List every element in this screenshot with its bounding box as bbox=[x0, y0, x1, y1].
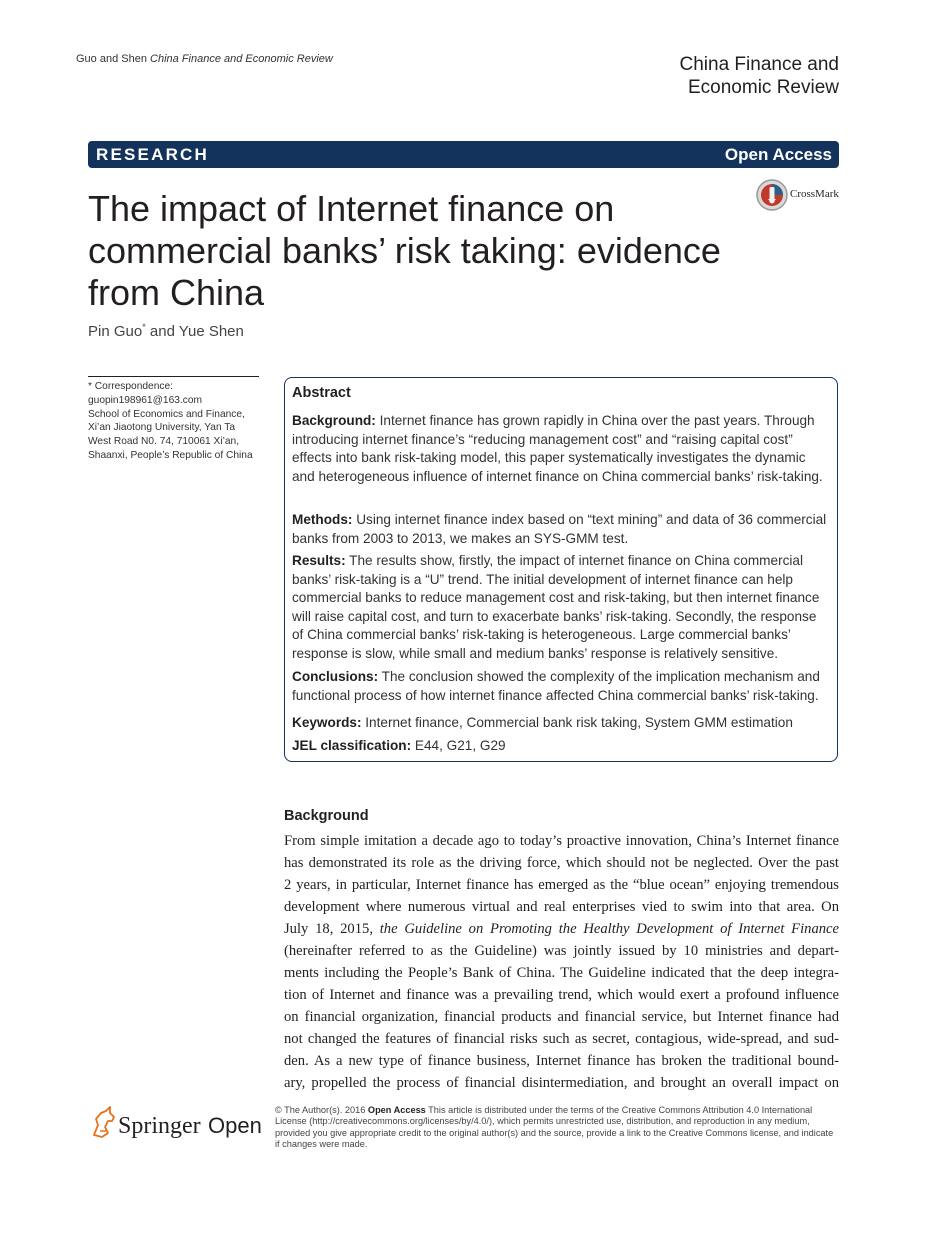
body-line-with-italic bbox=[284, 918, 839, 940]
springer-horse-icon bbox=[88, 1103, 263, 1143]
abstract-methods-label: Methods: bbox=[292, 512, 353, 527]
abstract-background-text: Internet finance has grown rapidly in China over the past years. Through introducing internet finance’s “reducing management cost” and “raising capital cost” effects into bank risk-taking model, this paper systematically investigates the dynamic and heterogeneous influence of internet finance on China commercial banks’ risk-taking. bbox=[292, 413, 823, 484]
abstract-heading: Abstract bbox=[292, 385, 351, 401]
affiliation-line-3: West Road N0. 74, 710061 Xi’an, bbox=[88, 436, 240, 448]
running-head bbox=[76, 53, 333, 65]
title-line-3: from China bbox=[88, 272, 265, 313]
journal-name-line1: China Finance and bbox=[679, 54, 839, 75]
abstract-results-text: The results show, firstly, the impact of internet finance on China commercial banks’ risk-taking is a “U” trend. The initial development of internet finance can help commercial banks to reduce management cost and risk-taking, but then internet finance will raise capital cost, and turn to exacerbate banks’ risk-taking. Secondly, the response of China commercial banks’ risk-taking is heterogeneous. Large commercial banks’ response is slow, while small and medium banks’ response is relatively sensitive. bbox=[292, 553, 820, 661]
abstract-methods-text: Using internet finance index based on “text mining” and data of 36 commercial banks from 2003 to 2013, we makes an SYS-GMM test. bbox=[292, 512, 827, 546]
body-line: tion of Internet and finance was a prevailing trend, which would exert a profound influence bbox=[284, 987, 839, 1003]
abstract-conclusions-label: Conclusions: bbox=[292, 669, 379, 684]
jel-label: JEL classification: bbox=[292, 738, 412, 753]
body-line: ary, propelled the process of financial disintermediation, and brought an overall impact on bbox=[284, 1075, 839, 1091]
jel-text: E44, G21, G29 bbox=[411, 738, 506, 753]
keywords-label: Keywords: bbox=[292, 715, 362, 730]
abstract-methods bbox=[292, 511, 830, 548]
body-line: (hereinafter referred to as the Guideline) was jointly issued by 10 ministries and depart- bbox=[284, 943, 839, 959]
article-type-label: RESEARCH bbox=[96, 145, 210, 164]
affiliation-line-1: School of Economics and Finance, bbox=[88, 408, 245, 420]
corresponding-mark: * bbox=[142, 322, 146, 332]
abstract-background-label: Background: bbox=[292, 413, 376, 428]
affiliation-line-2: Xi’an Jiaotong University, Yan Ta bbox=[88, 422, 236, 434]
body-line: 2 years, in particular, Internet finance has emerged as the “blue ocean” enjoying tremendous bbox=[284, 877, 839, 893]
body-line: on financial organization, financial products and financial service, but Internet finance had bbox=[284, 1009, 839, 1025]
license-statement bbox=[275, 1105, 840, 1151]
abstract-jel bbox=[292, 737, 830, 756]
body-line: den. As a new type of finance business, Internet finance has broken the traditional bound- bbox=[284, 1053, 839, 1069]
journal-name-line2: Economic Review bbox=[688, 77, 839, 98]
abstract-results-label: Results: bbox=[292, 553, 346, 568]
running-head-authors: Guo and Shen bbox=[76, 53, 147, 65]
open-access-label: Open Access bbox=[724, 145, 832, 164]
abstract-keywords bbox=[292, 714, 830, 733]
abstract-background bbox=[292, 412, 830, 486]
title-line-2: commercial banks’ risk taking: evidence bbox=[88, 230, 721, 271]
footer-open-access: Open Access bbox=[367, 1105, 426, 1115]
springer-wordmark: Springer bbox=[118, 1113, 201, 1139]
journal-name bbox=[579, 53, 839, 99]
body-line: ments including the People’s Bank of China. The Guideline indicated that the deep integra- bbox=[284, 965, 839, 981]
guideline-title: the Guideline on Promoting the Healthy Development of Internet Finance bbox=[379, 921, 839, 937]
body-line: development where numerous virtual and real enterprises vied to swim into that area. On bbox=[284, 899, 839, 915]
running-head-journal: China Finance and Economic Review bbox=[150, 53, 333, 65]
open-wordmark: Open bbox=[208, 1113, 262, 1138]
crossmark-label: CrossMark bbox=[790, 188, 839, 200]
copyright: © The Author(s). 2016 bbox=[275, 1105, 368, 1115]
keywords-text: Internet finance, Commercial bank risk taking, System GMM estimation bbox=[361, 715, 793, 730]
body-line-start: July 18, 2015, bbox=[284, 921, 373, 937]
crossmark-icon bbox=[755, 178, 789, 212]
section-heading: Background bbox=[284, 808, 369, 824]
author-1: Pin Guo bbox=[88, 323, 143, 340]
body-line: not changed the features of financial risks such as secret, contagious, wide-spread, and sud- bbox=[284, 1031, 839, 1047]
correspondence-email[interactable]: guopin198961@163.com bbox=[88, 394, 203, 406]
body-paragraph bbox=[284, 830, 839, 1094]
abstract-results bbox=[292, 552, 830, 664]
article-title bbox=[88, 188, 728, 314]
abstract-conclusions-text: The conclusion showed the complexity of the implication mechanism and functional process of how internet finance affected China commercial banks’ risk-taking. bbox=[292, 669, 820, 703]
abstract-conclusions bbox=[292, 668, 830, 705]
springer-open-logo bbox=[88, 1103, 263, 1143]
authors bbox=[88, 322, 244, 340]
body-line: From simple imitation a decade ago to today’s proactive innovation, China’s Internet finance bbox=[284, 833, 839, 849]
license-text: This article is distributed under the terms of the Creative Commons Attribution 4.0 International License (http://creativecommons.org/licenses/by/4.0/), which permits unrestricted use, distribution, and reproduction in any medium, provided you give appropriate credit to the original author(s) and the source, provide a link to the Creative Commons license, and indicate if changes were made. bbox=[275, 1105, 834, 1150]
correspondence-label: * Correspondence: bbox=[88, 381, 173, 392]
affiliation-block bbox=[88, 380, 264, 463]
body-line: has demonstrated its role as the driving force, which should not be neglected. Over the past bbox=[284, 855, 839, 871]
title-line-1: The impact of Internet finance on bbox=[88, 188, 615, 229]
author-2: and Yue Shen bbox=[145, 323, 244, 340]
affiliation-line-4: Shaanxi, People’s Republic of China bbox=[88, 449, 253, 461]
affiliation-rule bbox=[88, 376, 259, 377]
